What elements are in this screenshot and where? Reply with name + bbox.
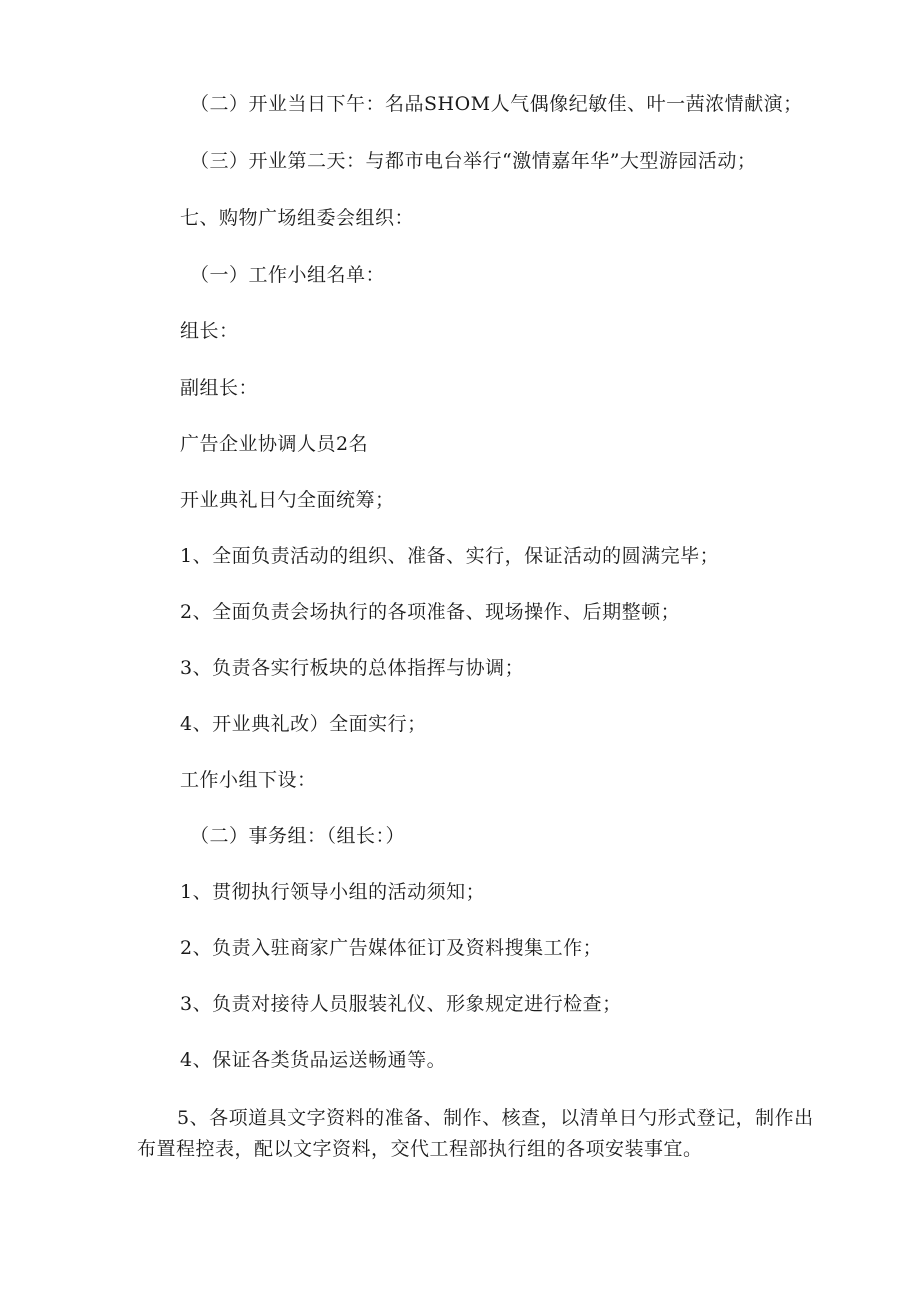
subsection-heading: （二）事务组：（组长：） [190,825,406,847]
list-item: 2、负责入驻商家广告媒体征订及资料搜集工作； [180,937,603,959]
text-line: （三）开业第二天：与都市电台举行“激情嘉年华”大型游园活动； [190,150,757,172]
section-heading: 七、购物广场组委会组织： [180,207,415,229]
list-item: 1、贯彻执行领导小组的活动须知； [180,881,486,903]
final-paragraph [137,1103,814,1165]
paragraph-line: 布置程控表，配以文字资料，交代工程部执行组的各项安装事宜。 [137,1138,703,1160]
subsection-heading: （一）工作小组名单： [190,264,386,286]
paragraph-line: 5、各项道具文字资料的准备、制作、核查，以清单日勺形式登记，制作出 [177,1107,814,1129]
text-line: 副组长： [180,377,259,399]
text-line: 开业典礼日勺全面统筹； [180,489,395,511]
list-item: 3、负责对接待人员服装礼仪、形象规定进行检查； [180,993,622,1015]
list-item: 4、开业典礼改）全面实行； [180,713,427,735]
text-line: 组长： [180,320,239,342]
text-line: 工作小组下设： [180,769,317,791]
text-line: （二）开业当日下午：名品SHOM人气偶像纪敏佳、叶一茜浓情献演； [190,93,803,115]
text-line: 广告企业协调人员2名 [180,433,369,455]
list-item: 2、全面负责会场执行的各项准备、现场操作、后期整顿； [180,601,681,623]
list-item: 3、负责各实行板块的总体指挥与协调； [180,657,525,679]
list-item: 1、全面负责活动的组织、准备、实行，保证活动的圆满完毕； [180,545,720,567]
list-item: 4、保证各类货品运送畅通等。 [180,1049,447,1071]
